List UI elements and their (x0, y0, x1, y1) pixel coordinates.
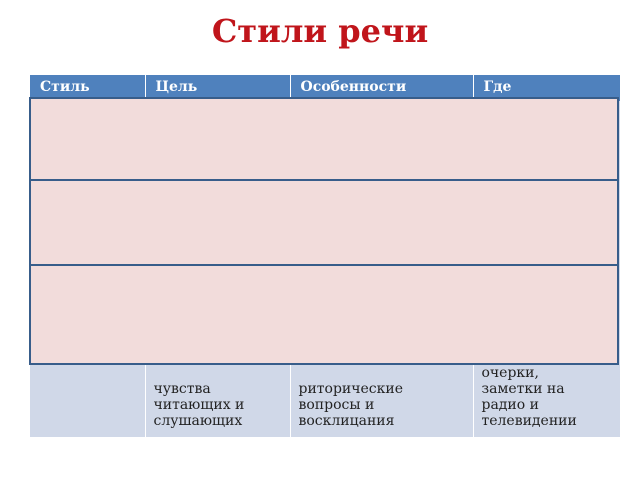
header-where: Где (473, 75, 620, 101)
header-goal: Цель (145, 75, 290, 101)
cell-where: очерки, заметки на радио и телевидении (473, 101, 620, 437)
cover-box-1[interactable] (29, 97, 619, 181)
header-features: Особенности (290, 75, 473, 101)
cover-box-2[interactable] (29, 179, 619, 266)
cell-features: риторические вопросы и восклицания (290, 101, 473, 437)
page-title: Стили речи (211, 12, 429, 50)
header-style: Стиль (30, 75, 145, 101)
cell-goal: чувства читающих и слушающих (145, 101, 290, 437)
cover-box-3[interactable] (29, 264, 619, 365)
